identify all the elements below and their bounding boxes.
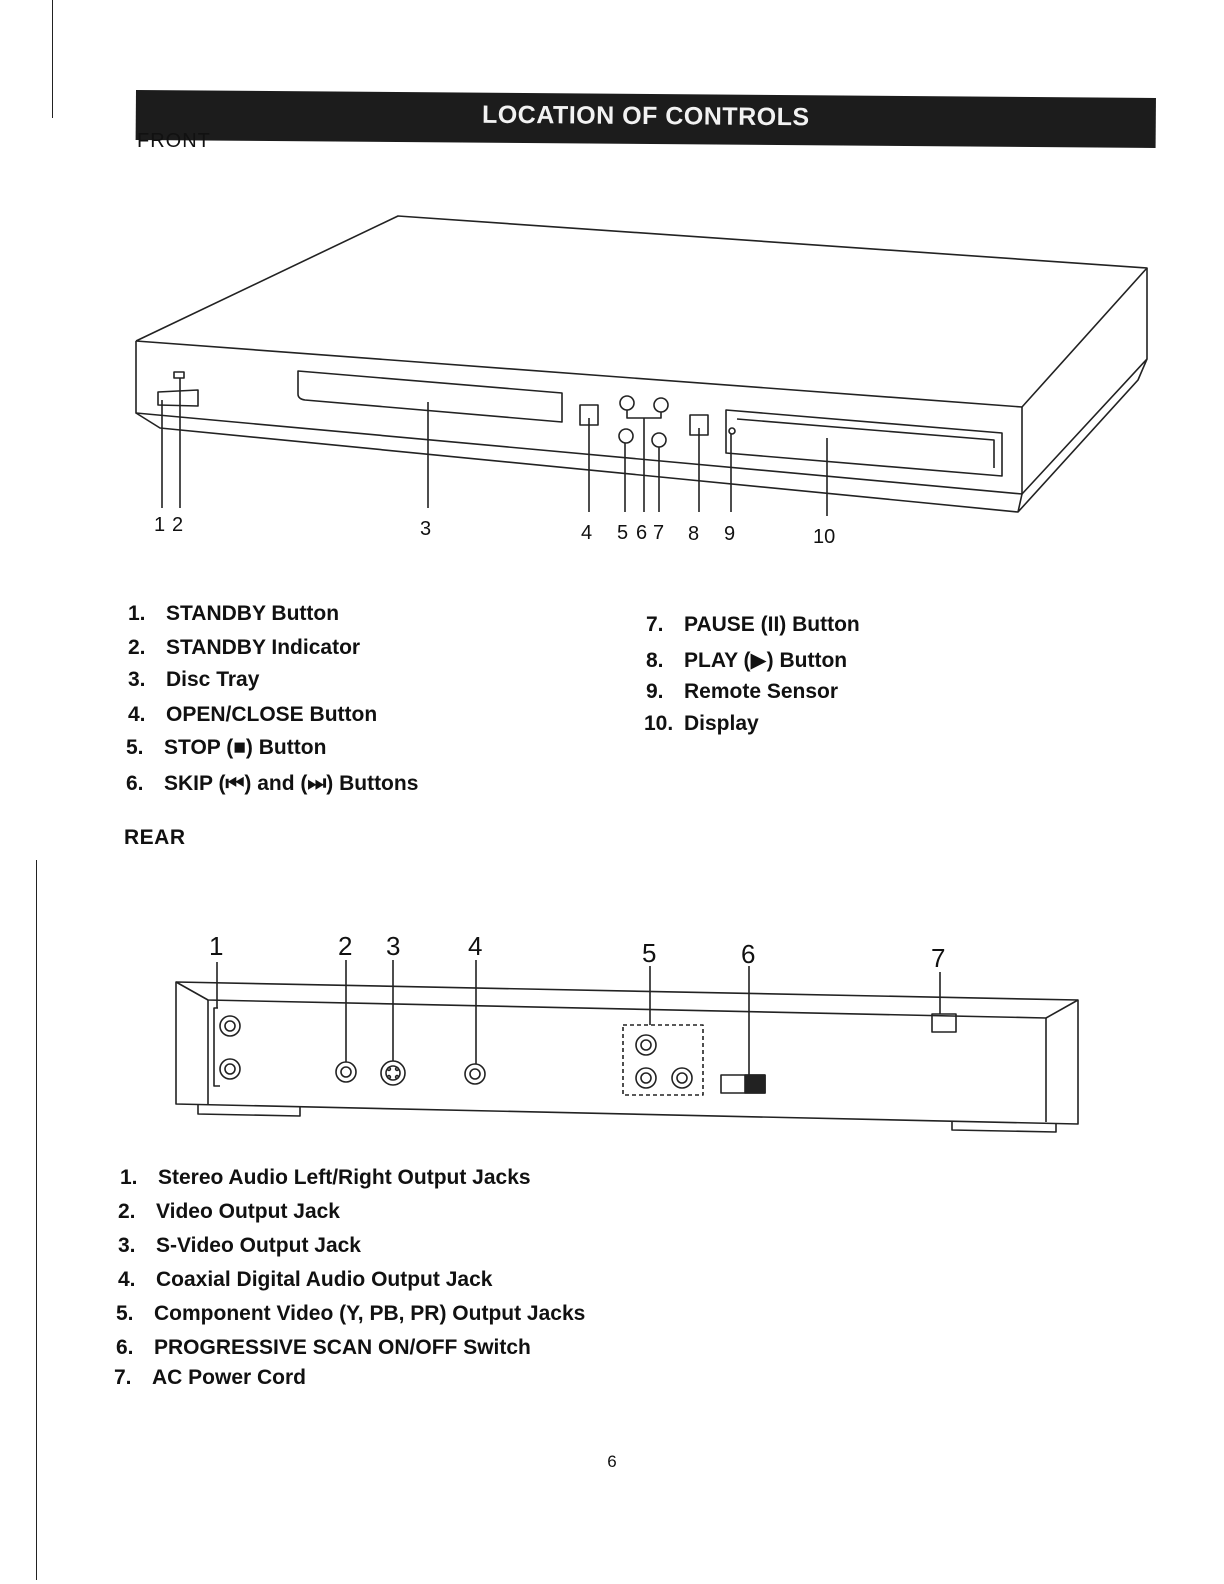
s-video-jack-shape [381, 1061, 405, 1085]
stop-button-shape [619, 429, 633, 443]
list-item: 2. STANDBY Indicator [128, 636, 361, 659]
disc-tray-shape [298, 371, 562, 422]
rear-foot-right [952, 1122, 1056, 1132]
list-item: 1. Stereo Audio Left/Right Output Jacks [120, 1166, 531, 1189]
display-window-shape [726, 410, 1002, 476]
remote-sensor-shape [729, 428, 735, 434]
front-callout-10: 10 [813, 526, 836, 548]
front-callout-8: 8 [688, 523, 700, 545]
front-callout-5: 5 [617, 522, 629, 544]
front-callout-4: 4 [581, 522, 593, 544]
list-item: 6. PROGRESSIVE SCAN ON/OFF Switch [116, 1336, 531, 1359]
unit-right-side [1022, 268, 1147, 494]
rear-callout-5: 5 [642, 938, 657, 968]
scan-edge-line-bottom [36, 860, 37, 1580]
list-item: 3. Disc Tray [128, 668, 260, 691]
progressive-scan-switch-shape [721, 1075, 765, 1093]
video-jack-shape [336, 1062, 356, 1082]
rear-callout-7: 7 [931, 943, 946, 973]
component-jacks-box [623, 1025, 703, 1095]
rear-callout-6: 6 [741, 939, 756, 969]
rear-callout-2: 2 [338, 931, 353, 961]
list-item: 3. S-Video Output Jack [118, 1234, 361, 1257]
list-item: 4. Coaxial Digital Audio Output Jack [118, 1268, 493, 1291]
front-section-label: FRONT [137, 130, 211, 152]
page-title: LOCATION OF CONTROLS [481, 100, 810, 132]
list-item: 9. Remote Sensor [646, 680, 839, 703]
standby-indicator-shape [174, 372, 184, 378]
skip-next-button-shape [654, 398, 668, 412]
page-number: 6 [607, 1452, 617, 1471]
component-pb-jack-shape [636, 1068, 656, 1088]
component-pr-jack-shape [672, 1068, 692, 1088]
pause-button-shape [652, 433, 666, 447]
unit-base-strip [136, 359, 1147, 512]
rear-section-label: REAR [124, 826, 186, 849]
list-item: 2. Video Output Jack [118, 1200, 340, 1223]
audio-right-jack-shape [220, 1059, 240, 1079]
front-callout-1: 1 [154, 514, 166, 536]
front-panel-diagram [0, 0, 1224, 600]
list-item: 7. PAUSE (II) Button [646, 613, 860, 636]
list-item: 8. PLAY (▶) Button [646, 649, 848, 672]
rear-body-outline [176, 982, 1078, 1124]
list-item: 6. SKIP (⏮) and (⏭) Buttons [126, 772, 419, 795]
rear-callout-1: 1 [209, 931, 224, 961]
front-callout-6: 6 [636, 522, 648, 544]
coaxial-jack-shape [465, 1064, 485, 1084]
rear-callout-3: 3 [386, 931, 401, 961]
standby-button-shape [158, 390, 198, 406]
front-callout-7: 7 [653, 522, 665, 544]
list-item: 5. Component Video (Y, PB, PR) Output Jacks [116, 1302, 586, 1325]
skip-prev-button-shape [620, 396, 634, 410]
list-item: 5. STOP (■) Button [126, 736, 327, 759]
list-item: 10. Display [644, 712, 759, 735]
list-item: 1. STANDBY Button [128, 602, 340, 625]
unit-top-face [136, 216, 1147, 407]
unit-front-face [136, 341, 1022, 494]
list-item: 4. OPEN/CLOSE Button [128, 703, 378, 726]
front-callout-3: 3 [420, 518, 432, 540]
front-callout-2: 2 [172, 514, 184, 536]
ac-power-cord-shape [932, 1014, 956, 1032]
list-item: 7. AC Power Cord [114, 1366, 307, 1389]
front-callout-9: 9 [724, 523, 736, 545]
rear-callout-4: 4 [468, 931, 483, 961]
rear-foot-left [198, 1104, 300, 1116]
component-y-jack-shape [636, 1035, 656, 1055]
audio-left-jack-shape [220, 1016, 240, 1036]
